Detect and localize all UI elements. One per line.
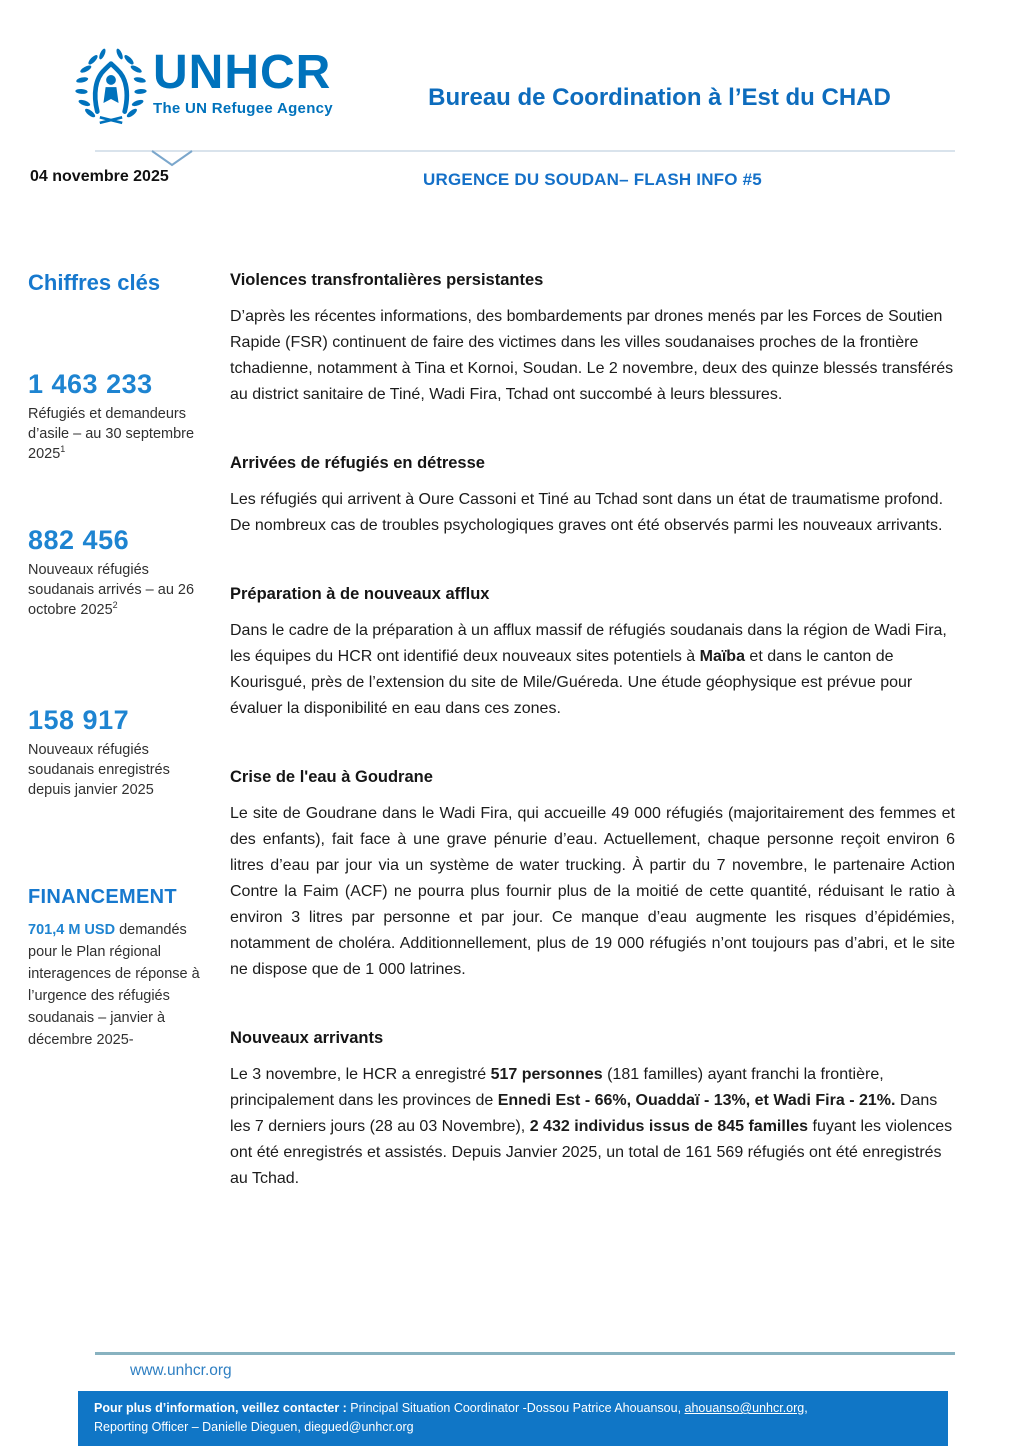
logo-wordmark: UNHCR	[153, 46, 332, 99]
stat-new-arrivals	[28, 526, 208, 620]
funding-block	[28, 886, 210, 1051]
section-heading: Crise de l'eau à Goudrane	[230, 768, 433, 786]
section-heading: Arrivées de réfugiés en détresse	[230, 454, 485, 472]
unhcr-emblem-icon	[75, 44, 147, 136]
section-paragraph: Le site de Goudrane dans le Wadi Fira, qui accueille 49 000 réfugiés (majoritairement des femmes et des enfants), fait face à une grave pénurie d’eau. Actuellement, chaque personne reçoit environ 6 litres d’eau par jour via un système de water trucking. À partir du 7 novembre, le partenaire Action Contre la Faim (ACF) ne pourra plus fournir plus de la moitié de cette quantité, réduisant le ratio à environ 3 litres par personne et par jour. Ce manque d’eau augmente les risques d’épidémies, notamment de choléra. Additionnellement, plus de 19 000 réfugiés n’ont toujours pas d’abri, et le site ne dispose que de 1 000 latrines.	[230, 805, 955, 978]
footer-divider	[95, 1352, 955, 1355]
key-figures-sidebar	[28, 270, 230, 1192]
section-refugee-arrivals-distress	[230, 453, 955, 539]
document-subtitle: URGENCE DU SOUDAN– FLASH INFO #5	[423, 170, 762, 189]
section-paragraph: Les réfugiés qui arrivent à Oure Cassoni et Tiné au Tchad sont dans un état de traumatisme profond. De nombreux cas de troubles psychologiques graves ont été observés parmi les nouveaux arrivants.	[230, 491, 944, 534]
section-heading: Violences transfrontalières persistantes	[230, 271, 544, 289]
page-title: Bureau de Coordination à l’Est du CHAD	[428, 84, 891, 111]
logo-tagline: The UN Refugee Agency	[153, 100, 333, 117]
stat-refugees-asylum	[28, 370, 208, 464]
section-paragraph: Le 3 novembre, le HCR a enregistré 517 personnes (181 familles) ayant franchi la frontière, principalement dans les provinces de Ennedi Est - 66%, Ouaddaï - 13%, et Wadi Fira - 21%. Dans les 7 derniers jours (28 au 03 Novembre), 2 432 individus issus de 845 familles fuyant les violences ont été enregistrés et assistés. Depuis Janvier 2025, un total de 161 569 réfugiés ont été enregistrés au Tchad.	[230, 1066, 953, 1187]
chevron-down-icon	[150, 150, 194, 168]
stat-label: Nouveaux réfugiés soudanais arrivés – au 26 octobre 2025$^2$	[28, 562, 195, 618]
section-cross-border-violence	[230, 270, 955, 408]
funding-text: 701,4 M USD demandés pour le Plan régional interagences de réponse à l’urgence des réfugiés soudanais – janvier à décembre 2025-	[28, 922, 200, 1048]
stat-label: Réfugiés et demandeurs d’asile – au 30 septembre 2025$^1$	[28, 406, 195, 462]
section-heading: Préparation à de nouveaux afflux	[230, 585, 490, 603]
unhcr-website-link[interactable]: www.unhcr.org	[130, 1362, 232, 1379]
main-content	[230, 270, 955, 1192]
document-date: 04 novembre 2025	[30, 168, 169, 185]
stat-label: Nouveaux réfugiés soudanais enregistrés depuis janvier 2025	[28, 742, 170, 798]
section-water-crisis-goudrane	[230, 767, 955, 983]
section-heading: Nouveaux arrivants	[230, 1029, 384, 1047]
stat-value: 1 463 233	[28, 369, 153, 399]
header-divider	[95, 150, 955, 152]
unhcr-logo	[75, 44, 350, 136]
contact-line-2: Reporting Officer – Danielle Dieguen, diegued@unhcr.org	[94, 1420, 414, 1434]
section-paragraph: Dans le cadre de la préparation à un afflux massif de réfugiés soudanais dans la région de Wadi Fira, les équipes du HCR ont identifié deux nouveaux sites potentiels à Maïba et dans le canton de Kourisgué, près de l’extension du site de Mile/Guéreda. Une étude géophysique est prévue pour évaluer la disponibilité en eau dans ces zones.	[230, 622, 947, 717]
section-new-influx-preparation	[230, 584, 955, 722]
stat-registered-since-january	[28, 706, 208, 800]
section-new-arrivals	[230, 1028, 955, 1192]
contact-line-1[interactable]: Pour plus d’information, veillez contacter : Principal Situation Coordinator -Dossou Patrice Ahouansou, ahouanso@unhcr.org,	[94, 1401, 808, 1415]
stat-value: 158 917	[28, 705, 130, 735]
key-figures-heading: Chiffres clés	[28, 270, 161, 295]
stat-value: 882 456	[28, 525, 130, 555]
funding-heading: FINANCEMENT	[28, 886, 177, 908]
section-paragraph: D’après les récentes informations, des bombardements par drones menés par les Forces de Soutien Rapide (FSR) continuent de faire des victimes dans les villes soudanaises proches de la frontière tchadienne, notamment à Tina et Kornoi, Soudan. Le 2 novembre, deux des quinze blessés transférés au district sanitaire de Tiné, Wadi Fira, Tchad ont succombé à leurs blessures.	[230, 308, 954, 403]
header	[0, 0, 1024, 192]
contact-banner	[78, 1391, 948, 1446]
